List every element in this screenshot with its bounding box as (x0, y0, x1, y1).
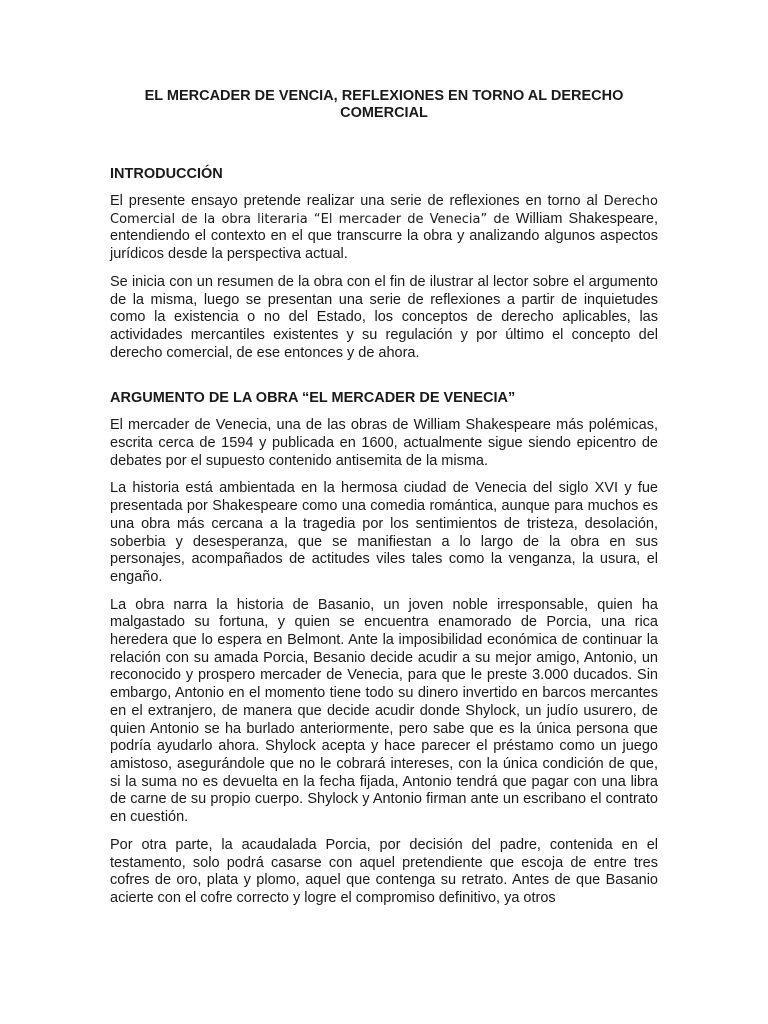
paragraph: El mercader de Venecia, una de las obras de William Shakespeare más polémicas, escrita cerca de 1594 y publicada en 1600, actualmente sigue siendo epicentro de debates por el supuesto contenido antisemita de la misma. (110, 417, 658, 469)
paragraph (110, 193, 658, 264)
section-introduccion (110, 166, 658, 362)
section-heading: INTRODUCCIÓN (110, 166, 223, 182)
document-body (110, 88, 658, 936)
section-heading: ARGUMENTO DE LA OBRA “EL MERCADER DE VENECIA” (110, 390, 516, 407)
paragraph-text: William Shakespeare, entendiendo el contexto en el que transcurre la obra y analizando algunos aspectos jurídicos desde la perspectiva actual. (110, 210, 658, 263)
paragraph-text: El presente ensayo pretende realizar una serie de reflexiones en torno al (110, 193, 604, 209)
paragraph: La historia está ambientada en la hermosa ciudad de Venecia del siglo XVI y fue presentada por Shakespeare como una comedia romántica, aunque para muchos es una obra más cercana a la tragedia por los sentimientos de tristeza, desolación, soberbia y desesperanza, que se manifiestan a lo largo de la obra en sus personajes, acompañados de actitudes viles tales como la venganza, la usura, el engaño. (110, 480, 658, 585)
document-title: EL MERCADER DE VENCIA, REFLEXIONES EN TORNO AL DERECHO COMERCIAL (144, 88, 624, 121)
paragraph-text-alt-font: Derecho Comercial de la obra literaria “El mercader de Venecia” de (110, 194, 658, 227)
paragraph: Se inicia con un resumen de la obra con el fin de ilustrar al lector sobre el argumento de la misma, luego se presentan una serie de reflexiones a partir de inquietudes como la existencia o no del Estado, los conceptos de derecho aplicables, las actividades mercantiles existentes y su regulación y por último el concepto del derecho comercial, de ese entonces y de ahora. (110, 273, 658, 361)
section-argumento (110, 390, 658, 907)
paragraph: La obra narra la historia de Basanio, un joven noble irresponsable, quien ha malgastado su fortuna, y quien se encuentra enamorado de Porcia, una rica heredera que lo espera en Belmont. Ante la imposibilidad económica de continuar la relación con su amada Porcia, Besanio decide acudir a su mejor amigo, Antonio, un reconocido y prospero mercader de Venecia, para que le preste 3.000 ducados. Sin embargo, Antonio en el momento tiene todo su dinero invertido en barcos mercantes en el extranjero, de manera que decide acudir donde Shylock, un judío usurero, de quien Antonio se ha burlado anteriormente, pero sabe que es la única persona que podría ayudarlo ahora. Shylock acepta y hace parecer el préstamo como un juego amistoso, asegurándole que no le cobrará intereses, con la única condición de que, si la suma no es devuelta en la fecha fijada, Antonio tendrá que pagar con una libra de carne de su propio cuerpo. Shylock y Antonio firman ante un escribano el contrato en cuestión. (110, 596, 658, 826)
paragraph: Por otra parte, la acaudalada Porcia, por decisión del padre, contenida en el testamento, solo podrá casarse con aquel pretendiente que escoja de entre tres cofres de oro, plata y plomo, aquel que contenga su retrato. Antes de que Basanio acierte con el cofre correcto y logre el compromiso definitivo, ya otros (110, 836, 658, 906)
